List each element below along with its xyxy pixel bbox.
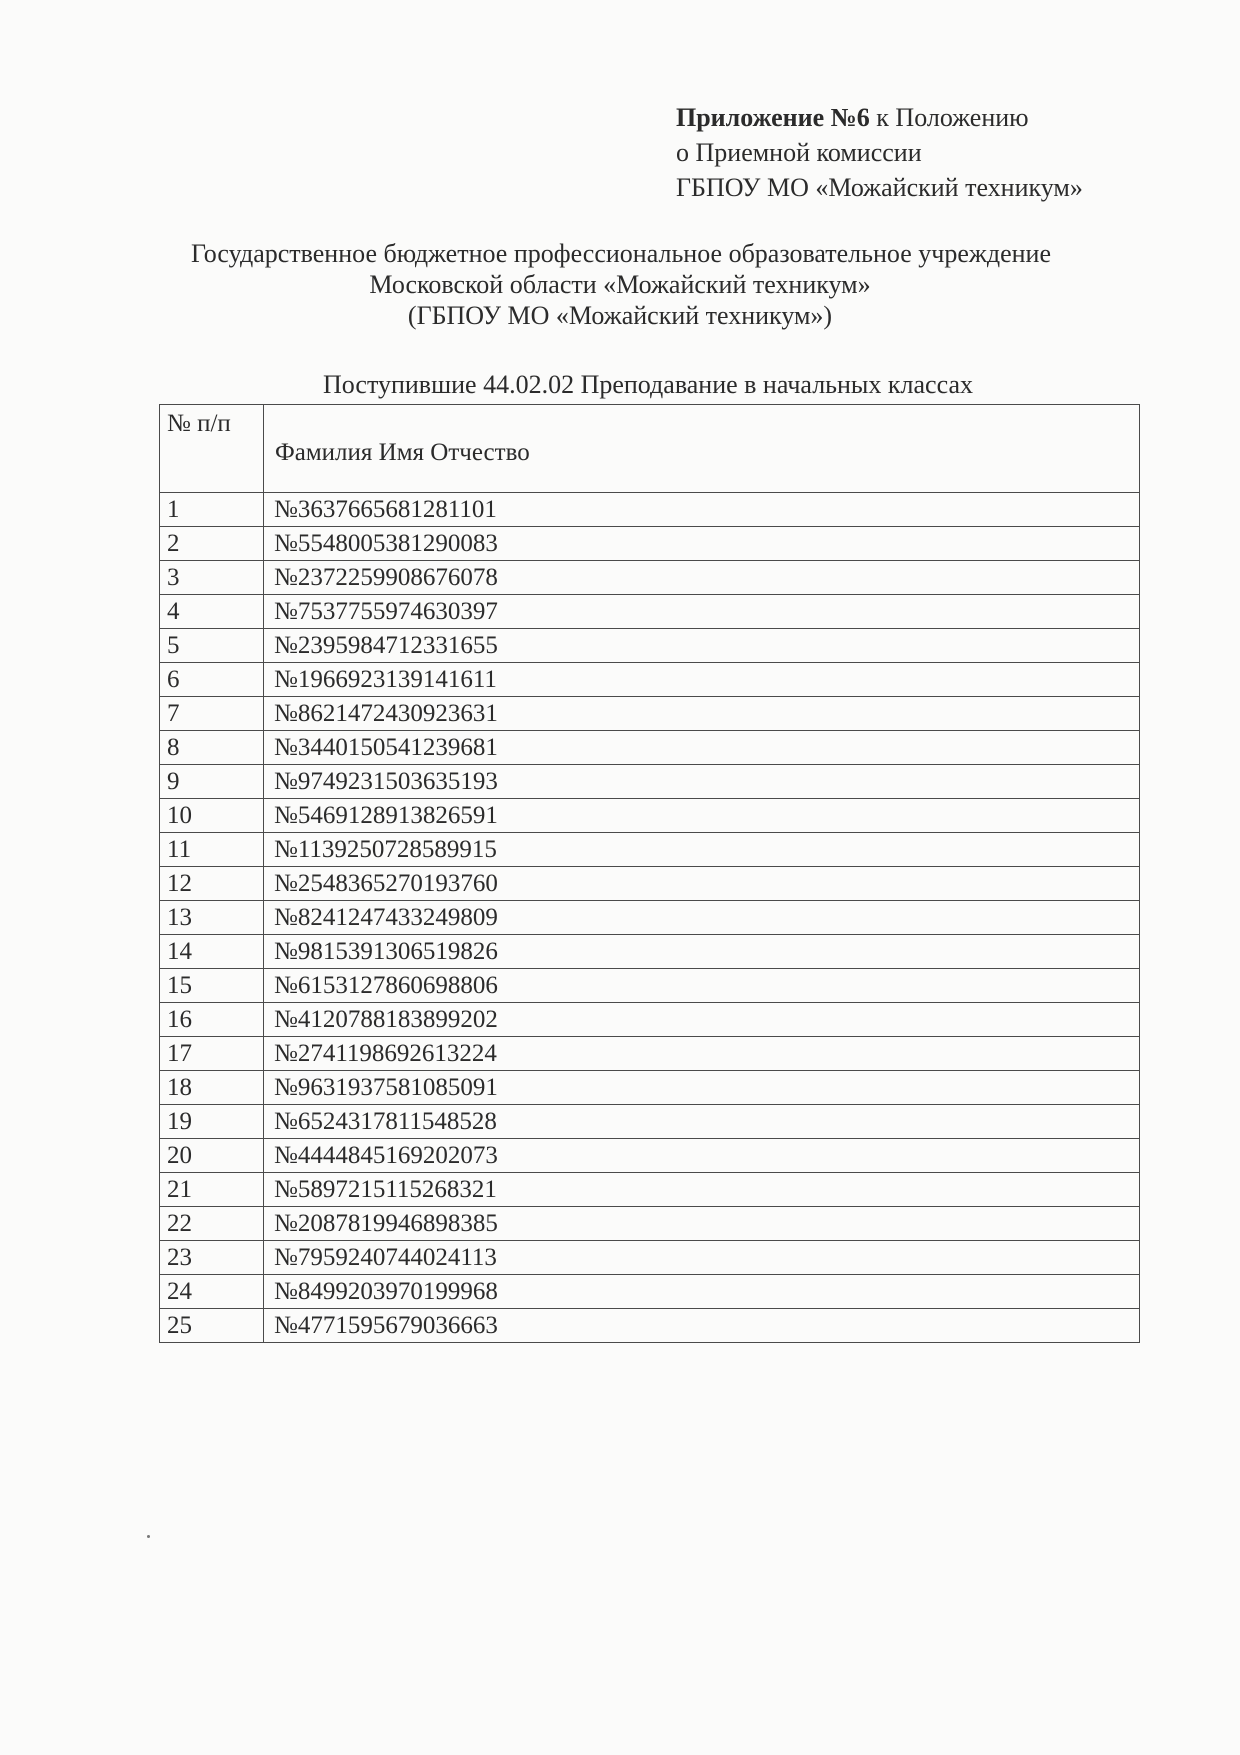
row-number: 14 [160, 935, 264, 969]
annex-reference: к Положению [869, 103, 1029, 132]
row-full-name: №4120788183899202 [264, 1003, 1140, 1037]
row-number: 3 [160, 561, 264, 595]
row-full-name: №9815391306519826 [264, 935, 1140, 969]
row-number: 7 [160, 697, 264, 731]
table-row [160, 901, 1140, 935]
table-row [160, 697, 1140, 731]
row-number: 19 [160, 1105, 264, 1139]
table-body [160, 493, 1140, 1343]
table-row [160, 595, 1140, 629]
annex-line-2: о Приемной комиссии [676, 138, 922, 167]
table-row [160, 1071, 1140, 1105]
table-row [160, 1003, 1140, 1037]
table-row [160, 765, 1140, 799]
row-full-name: №2372259908676078 [264, 561, 1140, 595]
row-number: 18 [160, 1071, 264, 1105]
row-number: 5 [160, 629, 264, 663]
table-row [160, 493, 1140, 527]
row-full-name: №5897215115268321 [264, 1173, 1140, 1207]
row-number: 8 [160, 731, 264, 765]
table-row [160, 1207, 1140, 1241]
institution-name [0, 238, 1240, 331]
row-number: 9 [160, 765, 264, 799]
annex-header [676, 100, 1083, 205]
row-number: 13 [160, 901, 264, 935]
annex-number: Приложение №6 [676, 103, 870, 132]
row-full-name: №7537755974630397 [264, 595, 1140, 629]
row-number: 25 [160, 1309, 264, 1343]
table-row [160, 969, 1140, 1003]
table-row [160, 1105, 1140, 1139]
row-full-name: №4771595679036663 [264, 1309, 1140, 1343]
institution-line-1: Государственное бюджетное профессиональное образовательное учреждение [191, 239, 1051, 268]
row-full-name: №4444845169202073 [264, 1139, 1140, 1173]
row-full-name: №8621472430923631 [264, 697, 1140, 731]
table-row [160, 1309, 1140, 1343]
table-row [160, 1275, 1140, 1309]
table-row [160, 527, 1140, 561]
row-number: 1 [160, 493, 264, 527]
row-number: 24 [160, 1275, 264, 1309]
table-row [160, 561, 1140, 595]
row-number: 6 [160, 663, 264, 697]
header-full-name [264, 405, 1140, 493]
row-full-name: №3637665681281101 [264, 493, 1140, 527]
header-number: № п/п [160, 405, 264, 493]
table-row [160, 1037, 1140, 1071]
row-full-name: №9749231503635193 [264, 765, 1140, 799]
row-full-name: №7959240744024113 [264, 1241, 1140, 1275]
row-number: 12 [160, 867, 264, 901]
row-full-name: №2087819946898385 [264, 1207, 1140, 1241]
row-full-name: №3440150541239681 [264, 731, 1140, 765]
row-full-name: №1966923139141611 [264, 663, 1140, 697]
row-number: 16 [160, 1003, 264, 1037]
table-row [160, 799, 1140, 833]
row-full-name: №8241247433249809 [264, 901, 1140, 935]
row-number: 20 [160, 1139, 264, 1173]
row-number: 4 [160, 595, 264, 629]
row-number: 17 [160, 1037, 264, 1071]
table-row [160, 663, 1140, 697]
table-header-row [160, 405, 1140, 493]
table-row [160, 1173, 1140, 1207]
institution-line-3: (ГБПОУ МО «Можайский техникум») [407, 301, 833, 330]
row-number: 10 [160, 799, 264, 833]
table-row [160, 731, 1140, 765]
header-full-name-label: Фамилия Имя Отчество [275, 438, 530, 466]
table-row [160, 1241, 1140, 1275]
table-row [160, 629, 1140, 663]
institution-line-2: Московской области «Можайский техникум» [369, 270, 871, 299]
row-number: 2 [160, 527, 264, 561]
table-row [160, 833, 1140, 867]
row-full-name: №5548005381290083 [264, 527, 1140, 561]
table-row [160, 867, 1140, 901]
row-full-name: №8499203970199968 [264, 1275, 1140, 1309]
row-full-name: №2548365270193760 [264, 867, 1140, 901]
table-row [160, 935, 1140, 969]
row-full-name: №6524317811548528 [264, 1105, 1140, 1139]
enrollment-table [159, 404, 1140, 1343]
row-number: 22 [160, 1207, 264, 1241]
row-number: 15 [160, 969, 264, 1003]
row-number: 21 [160, 1173, 264, 1207]
row-full-name: №2395984712331655 [264, 629, 1140, 663]
row-number: 23 [160, 1241, 264, 1275]
row-full-name: №6153127860698806 [264, 969, 1140, 1003]
annex-line-3: ГБПОУ МО «Можайский техникум» [676, 173, 1083, 202]
row-full-name: №1139250728589915 [264, 833, 1140, 867]
scan-speck [147, 1535, 150, 1538]
annex-line-1 [676, 100, 1083, 135]
table-title: Поступившие 44.02.02 Преподавание в начальных классах [323, 370, 973, 399]
table-row [160, 1139, 1140, 1173]
row-full-name: №2741198692613224 [264, 1037, 1140, 1071]
row-full-name: №5469128913826591 [264, 799, 1140, 833]
row-number: 11 [160, 833, 264, 867]
row-full-name: №9631937581085091 [264, 1071, 1140, 1105]
